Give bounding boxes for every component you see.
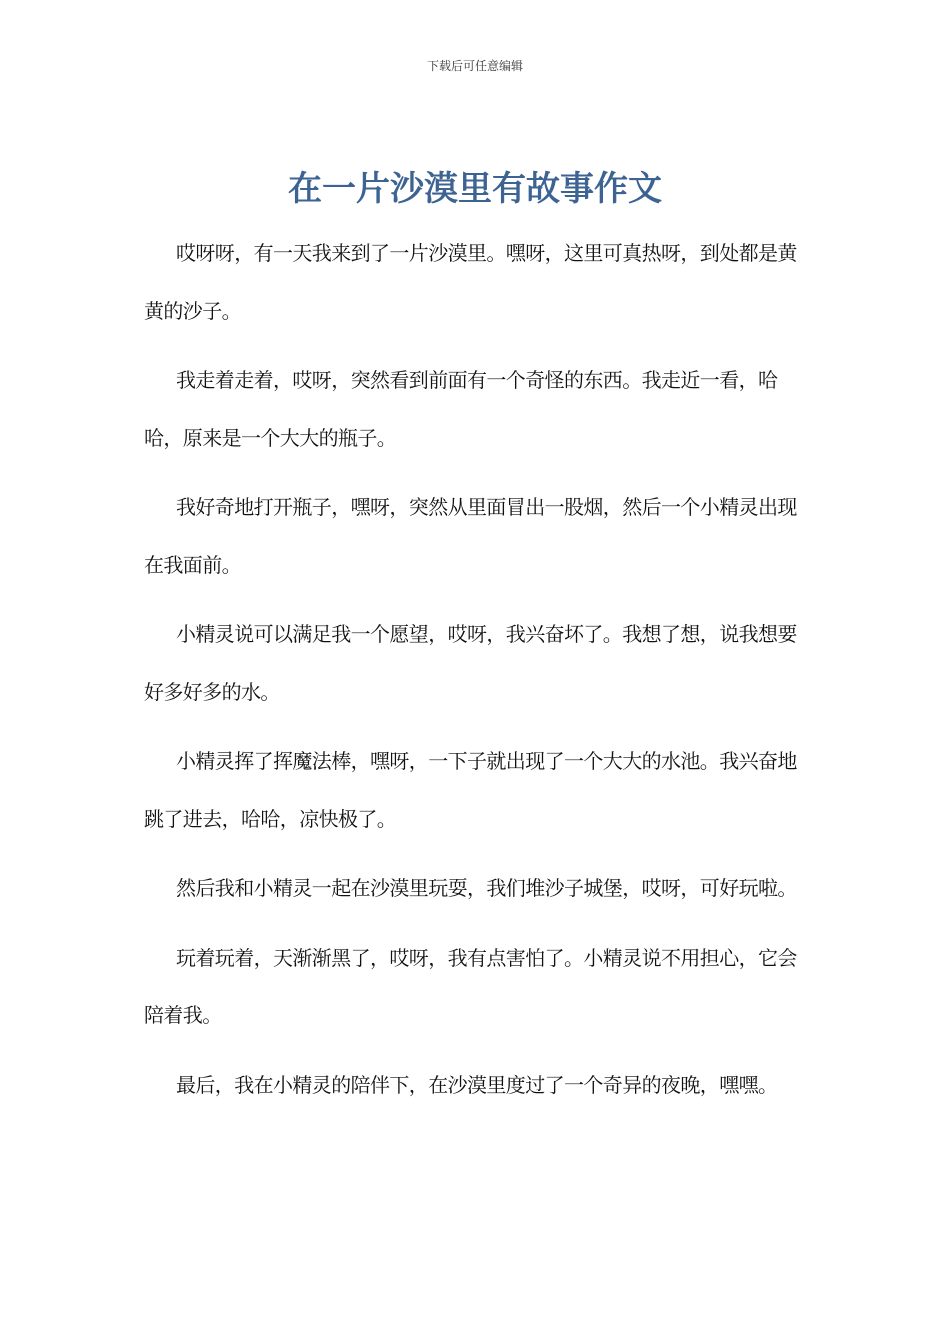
paragraph: 小精灵挥了挥魔法棒，嘿呀，一下子就出现了一个大大的水池。我兴奋地跳了进去，哈哈，凉快极了。 xyxy=(144,749,797,831)
paragraph: 小精灵说可以满足我一个愿望，哎呀，我兴奋坏了。我想了想，说我想要好多好多的水。 xyxy=(144,622,797,704)
header-note: 下载后可任意编辑 xyxy=(426,59,523,73)
document-body xyxy=(144,225,809,1126)
document-title: 在一片沙漠里有故事作文 xyxy=(288,169,662,209)
paragraph: 我好奇地打开瓶子，嘿呀，突然从里面冒出一股烟，然后一个小精灵出现在我面前。 xyxy=(144,495,797,577)
paragraph: 最后，我在小精灵的陪伴下，在沙漠里度过了一个奇异的夜晚，嘿嘿。 xyxy=(176,1072,778,1097)
paragraph: 玩着玩着，天渐渐黑了，哎呀，我有点害怕了。小精灵说不用担心，它会陪着我。 xyxy=(144,945,797,1027)
paragraph: 我走着走着，哎呀，突然看到前面有一个奇怪的东西。我走近一看，哈哈，原来是一个大大的瓶子。 xyxy=(144,368,778,450)
paragraph: 然后我和小精灵一起在沙漠里玩耍，我们堆沙子城堡，哎呀，可好玩啦。 xyxy=(176,876,797,900)
paragraph: 哎呀呀，有一天我来到了一片沙漠里。嘿呀，这里可真热呀，到处都是黄黄的沙子。 xyxy=(144,241,797,323)
